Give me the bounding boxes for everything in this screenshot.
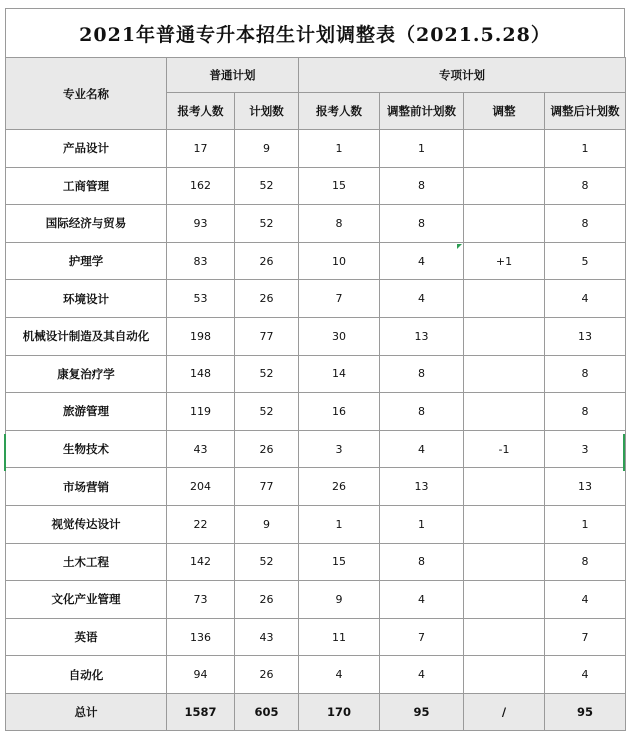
cell-adjustment[interactable] <box>464 618 545 656</box>
cell-plan-before[interactable]: 7 <box>380 618 464 656</box>
cell-regular-plan[interactable]: 77 <box>235 468 299 506</box>
cell-adjustment[interactable] <box>464 581 545 619</box>
cell-regular-applicants[interactable]: 136 <box>167 618 235 656</box>
cell-regular-applicants[interactable]: 198 <box>167 317 235 355</box>
cell-adjustment[interactable] <box>464 468 545 506</box>
cell-major-name[interactable]: 文化产业管理 <box>6 581 167 619</box>
cell-regular-plan[interactable]: 9 <box>235 505 299 543</box>
cell-regular-plan[interactable]: 77 <box>235 317 299 355</box>
cell-special-applicants[interactable]: 9 <box>299 581 380 619</box>
table-row <box>6 393 626 431</box>
cell-regular-applicants[interactable]: 53 <box>167 280 235 318</box>
cell-major-name[interactable]: 生物技术 <box>6 430 167 468</box>
cell-plan-before[interactable]: 8 <box>380 393 464 431</box>
cell-regular-applicants[interactable]: 94 <box>167 656 235 694</box>
cell-major-name[interactable]: 机械设计制造及其自动化 <box>6 317 167 355</box>
cell-plan-after[interactable]: 4 <box>545 280 626 318</box>
cell-adjustment[interactable] <box>464 505 545 543</box>
cell-plan-after[interactable]: 1 <box>545 130 626 168</box>
cell-adjustment[interactable] <box>464 543 545 581</box>
total-row <box>6 693 626 730</box>
cell-major-name[interactable]: 视觉传达设计 <box>6 505 167 543</box>
table-row <box>6 205 626 243</box>
total-plan-after[interactable]: 95 <box>545 693 626 730</box>
cell-special-applicants[interactable]: 4 <box>299 656 380 694</box>
table-row <box>6 355 626 393</box>
cell-major-name[interactable]: 产品设计 <box>6 130 167 168</box>
cell-plan-after[interactable]: 13 <box>545 468 626 506</box>
cell-special-applicants[interactable]: 1 <box>299 505 380 543</box>
cell-regular-plan[interactable]: 26 <box>235 656 299 694</box>
cell-regular-applicants[interactable]: 162 <box>167 167 235 205</box>
cell-adjustment[interactable] <box>464 130 545 168</box>
cell-regular-applicants[interactable]: 17 <box>167 130 235 168</box>
cell-plan-after[interactable]: 3 <box>545 430 626 468</box>
table-row <box>6 130 626 168</box>
sheet-title: 2021年普通专升本招生计划调整表（2021.5.28） <box>5 8 625 57</box>
total-regular-plan[interactable]: 605 <box>235 693 299 730</box>
cell-adjustment[interactable] <box>464 656 545 694</box>
cell-major-name[interactable]: 康复治疗学 <box>6 355 167 393</box>
cell-regular-plan[interactable]: 26 <box>235 280 299 318</box>
cell-special-applicants[interactable]: 8 <box>299 205 380 243</box>
cell-plan-after[interactable]: 1 <box>545 505 626 543</box>
cell-plan-before[interactable]: 8 <box>380 205 464 243</box>
cell-plan-before[interactable]: 8 <box>380 543 464 581</box>
cell-major-name[interactable]: 环境设计 <box>6 280 167 318</box>
cell-special-applicants[interactable]: 1 <box>299 130 380 168</box>
table-row <box>6 280 626 318</box>
cell-plan-before[interactable]: 4 <box>380 242 464 280</box>
cell-special-applicants[interactable]: 30 <box>299 317 380 355</box>
cell-plan-after[interactable]: 4 <box>545 656 626 694</box>
cell-special-applicants[interactable]: 3 <box>299 430 380 468</box>
cell-regular-plan[interactable]: 26 <box>235 430 299 468</box>
cell-special-applicants[interactable]: 15 <box>299 167 380 205</box>
table-row <box>6 317 626 355</box>
cell-regular-applicants[interactable]: 93 <box>167 205 235 243</box>
cell-major-name[interactable]: 护理学 <box>6 242 167 280</box>
cell-special-applicants[interactable]: 7 <box>299 280 380 318</box>
cell-special-applicants[interactable]: 14 <box>299 355 380 393</box>
cell-adjustment[interactable] <box>464 393 545 431</box>
cell-regular-plan[interactable]: 52 <box>235 167 299 205</box>
table-row <box>6 167 626 205</box>
cell-plan-before[interactable]: 4 <box>380 280 464 318</box>
cell-plan-after[interactable]: 7 <box>545 618 626 656</box>
total-regular-applicants[interactable]: 1587 <box>167 693 235 730</box>
cell-major-name[interactable]: 工商管理 <box>6 167 167 205</box>
selection-edge-left <box>4 434 6 471</box>
cell-special-applicants[interactable]: 26 <box>299 468 380 506</box>
cell-regular-applicants[interactable]: 148 <box>167 355 235 393</box>
cell-major-name[interactable]: 市场营销 <box>6 468 167 506</box>
total-plan-before[interactable]: 95 <box>380 693 464 730</box>
table-row <box>6 581 626 619</box>
cell-adjustment[interactable]: +1 <box>464 242 545 280</box>
cell-regular-plan[interactable]: 52 <box>235 393 299 431</box>
cell-major-name[interactable]: 英语 <box>6 618 167 656</box>
header-regular-applicants[interactable]: 报考人数 <box>167 93 235 130</box>
cell-plan-before[interactable]: 1 <box>380 505 464 543</box>
total-special-applicants[interactable]: 170 <box>299 693 380 730</box>
cell-adjustment[interactable] <box>464 167 545 205</box>
cell-regular-applicants[interactable]: 22 <box>167 505 235 543</box>
cell-plan-before[interactable]: 8 <box>380 355 464 393</box>
total-adjustment[interactable]: / <box>464 693 545 730</box>
cell-adjustment[interactable] <box>464 355 545 393</box>
cell-regular-applicants[interactable]: 83 <box>167 242 235 280</box>
cell-regular-plan[interactable]: 26 <box>235 242 299 280</box>
cell-adjustment[interactable]: -1 <box>464 430 545 468</box>
cell-plan-after[interactable]: 8 <box>545 393 626 431</box>
plan-table <box>5 57 626 731</box>
selection-edge-right <box>623 434 625 471</box>
cell-major-name[interactable]: 土木工程 <box>6 543 167 581</box>
cell-regular-applicants[interactable]: 43 <box>167 430 235 468</box>
cell-regular-applicants[interactable]: 119 <box>167 393 235 431</box>
cell-regular-applicants[interactable]: 204 <box>167 468 235 506</box>
table-row <box>6 618 626 656</box>
cell-plan-after[interactable]: 8 <box>545 543 626 581</box>
header-regular-plan-group[interactable]: 普通计划 <box>167 58 299 93</box>
header-adjustment[interactable]: 调整 <box>464 93 545 130</box>
cell-regular-plan[interactable]: 43 <box>235 618 299 656</box>
cell-major-name[interactable]: 旅游管理 <box>6 393 167 431</box>
cell-plan-after[interactable]: 8 <box>545 205 626 243</box>
cell-plan-after[interactable]: 8 <box>545 167 626 205</box>
cell-plan-after[interactable]: 5 <box>545 242 626 280</box>
table-row <box>6 468 626 506</box>
cell-adjustment[interactable] <box>464 205 545 243</box>
cell-plan-after[interactable]: 13 <box>545 317 626 355</box>
cell-adjustment[interactable] <box>464 280 545 318</box>
cell-plan-before[interactable]: 4 <box>380 581 464 619</box>
header-plan-after[interactable]: 调整后计划数 <box>545 93 626 130</box>
header-plan-before[interactable]: 调整前计划数 <box>380 93 464 130</box>
spreadsheet <box>5 8 625 731</box>
cell-plan-after[interactable]: 4 <box>545 581 626 619</box>
table-row <box>6 656 626 694</box>
cell-regular-plan[interactable]: 52 <box>235 205 299 243</box>
cell-plan-before[interactable]: 8 <box>380 167 464 205</box>
table-row <box>6 505 626 543</box>
cell-plan-before[interactable]: 4 <box>380 656 464 694</box>
cell-special-applicants[interactable]: 10 <box>299 242 380 280</box>
total-label[interactable]: 总计 <box>6 693 167 730</box>
cell-special-applicants[interactable]: 11 <box>299 618 380 656</box>
cell-plan-before[interactable]: 13 <box>380 317 464 355</box>
cell-special-applicants[interactable]: 15 <box>299 543 380 581</box>
cell-regular-applicants[interactable]: 73 <box>167 581 235 619</box>
table-row <box>6 242 626 280</box>
cell-plan-after[interactable]: 8 <box>545 355 626 393</box>
header-major[interactable]: 专业名称 <box>6 58 167 130</box>
header-special-applicants[interactable]: 报考人数 <box>299 93 380 130</box>
cell-adjustment[interactable] <box>464 317 545 355</box>
table-body <box>6 130 626 694</box>
cell-major-name[interactable]: 国际经济与贸易 <box>6 205 167 243</box>
cell-regular-plan[interactable]: 9 <box>235 130 299 168</box>
cell-plan-before[interactable]: 1 <box>380 130 464 168</box>
table-row <box>6 430 626 468</box>
cell-regular-plan[interactable]: 26 <box>235 581 299 619</box>
header-regular-plan[interactable]: 计划数 <box>235 93 299 130</box>
cell-regular-plan[interactable]: 52 <box>235 355 299 393</box>
cell-plan-before[interactable]: 4 <box>380 430 464 468</box>
cell-major-name[interactable]: 自动化 <box>6 656 167 694</box>
table-row <box>6 543 626 581</box>
cell-plan-before[interactable]: 13 <box>380 468 464 506</box>
cell-comment-indicator <box>457 244 462 249</box>
cell-special-applicants[interactable]: 16 <box>299 393 380 431</box>
cell-regular-applicants[interactable]: 142 <box>167 543 235 581</box>
cell-regular-plan[interactable]: 52 <box>235 543 299 581</box>
header-special-plan-group[interactable]: 专项计划 <box>299 58 626 93</box>
